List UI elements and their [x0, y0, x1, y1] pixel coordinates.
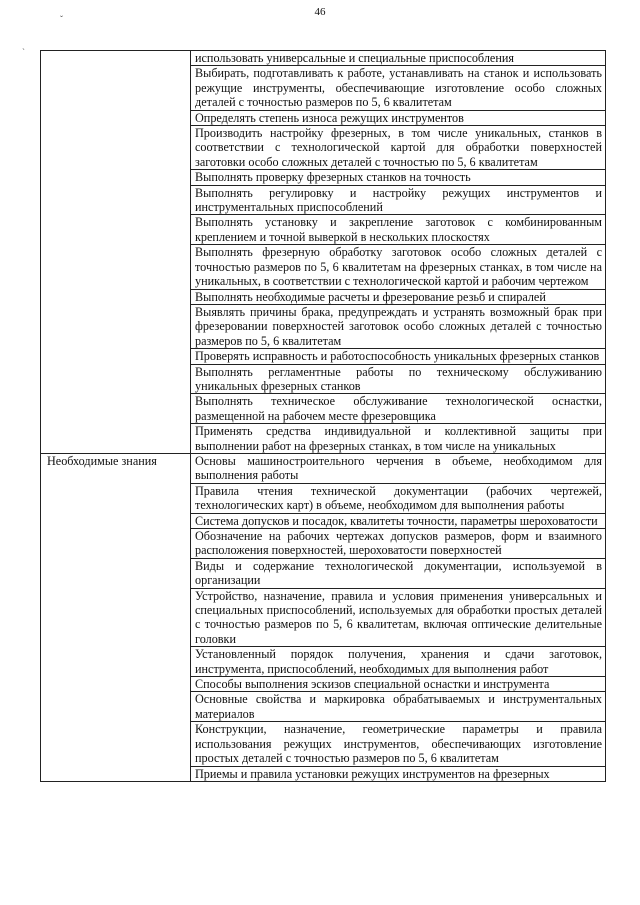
page-number: 46 [314, 6, 326, 18]
table-cell-item: Основы машиностроительного черчения в объеме, необходимом для выполнения работы [191, 453, 606, 483]
scan-artifact: ˏ [22, 40, 25, 50]
table-cell-item: Обозначение на рабочих чертежах допусков размеров, форм и взаимного расположения поверхностей, шероховатости поверхностей [191, 529, 606, 559]
table-cell-item: Система допусков и посадок, квалитеты точности, параметры шероховатости [191, 513, 606, 528]
table-cell-item: Выполнять техническое обслуживание технологической оснастки, размещенной на рабочем месте фрезеровщика [191, 394, 606, 424]
table-cell-item: Выполнять проверку фрезерных станков на точность [191, 170, 606, 185]
table-cell-item: Установленный порядок получения, хранения и сдачи заготовок, инструмента, приспособлений, необходимых для выполнения работ [191, 647, 606, 677]
table-cell-item: использовать универсальные и специальные приспособления [191, 51, 606, 66]
table-cell-item: Выполнять необходимые расчеты и фрезерование резьб и спиралей [191, 289, 606, 304]
scan-artifact: ˇ [60, 14, 63, 24]
table-cell-item: Проверять исправность и работоспособность уникальных фрезерных станков [191, 349, 606, 364]
table-cell-item: Конструкции, назначение, геометрические параметры и правила использования режущих инструментов, обеспечивающих изготовление простых деталей с точностью размеров по 5, 6 квалитетам [191, 722, 606, 766]
table-cell-item: Выполнять регламентные работы по техническому обслуживанию уникальных фрезерных станков [191, 364, 606, 394]
table-cell-item: Выполнять фрезерную обработку заготовок особо сложных деталей с точностью размеров по 5, 6 квалитетам на фрезерных станках, в том числе на уникальных, в соответствии с технологической картой и рабочим чертежом [191, 245, 606, 289]
table-cell-item: Правила чтения технической документации (рабочих чертежей, технологических карт) в объеме, необходимом для выполнения работы [191, 483, 606, 513]
table-cell-item: Выполнять регулировку и настройку режущих инструментов и инструментальных приспособлений [191, 185, 606, 215]
table-cell-item: Виды и содержание технологической документации, используемой в организации [191, 558, 606, 588]
table-cell-item: Применять средства индивидуальной и коллективной защиты при выполнении работ на фрезерных станках, в том числе на уникальных [191, 424, 606, 454]
table-row [41, 51, 606, 66]
table-cell-item: Выявлять причины брака, предупреждать и устранять возможный брак при фрезеровании поверхностей заготовок особо сложных деталей с точностью размеров по 5, 6 квалитетам [191, 304, 606, 348]
section-label-empty [41, 51, 191, 454]
table-cell-item: Выбирать, подготавливать к работе, устанавливать на станок и использовать режущие инструменты, обеспечивающие изготовление особо сложных деталей с точностью размеров по 5, 6 квалитетам [191, 66, 606, 110]
table-cell-item: Выполнять установку и закрепление заготовок с комбинированным креплением и точной выверкой в нескольких плоскостях [191, 215, 606, 245]
table-cell-item: Способы выполнения эскизов специальной оснастки и инструмента [191, 677, 606, 692]
table-cell-item: Определять степень износа режущих инструментов [191, 110, 606, 125]
table-cell-item: Производить настройку фрезерных, в том числе уникальных, станков в соответствии с технологической картой для обработки поверхностей заготовки особо сложных деталей с точностью по 5, 6 квалитетам [191, 126, 606, 170]
table-cell-item: Основные свойства и маркировка обрабатываемых и инструментальных материалов [191, 692, 606, 722]
table-cell-item: Устройство, назначение, правила и условия применения универсальных и специальных приспособлений, используемых для обработки простых деталей с точностью размеров по 5, 6 квалитетам, включая оптические делительные головки [191, 588, 606, 647]
table-cell-item: Приемы и правила установки режущих инструментов на фрезерных [191, 766, 606, 781]
section-label: Необходимые знания [41, 453, 191, 781]
qualification-table [40, 50, 606, 782]
table-row [41, 453, 606, 483]
